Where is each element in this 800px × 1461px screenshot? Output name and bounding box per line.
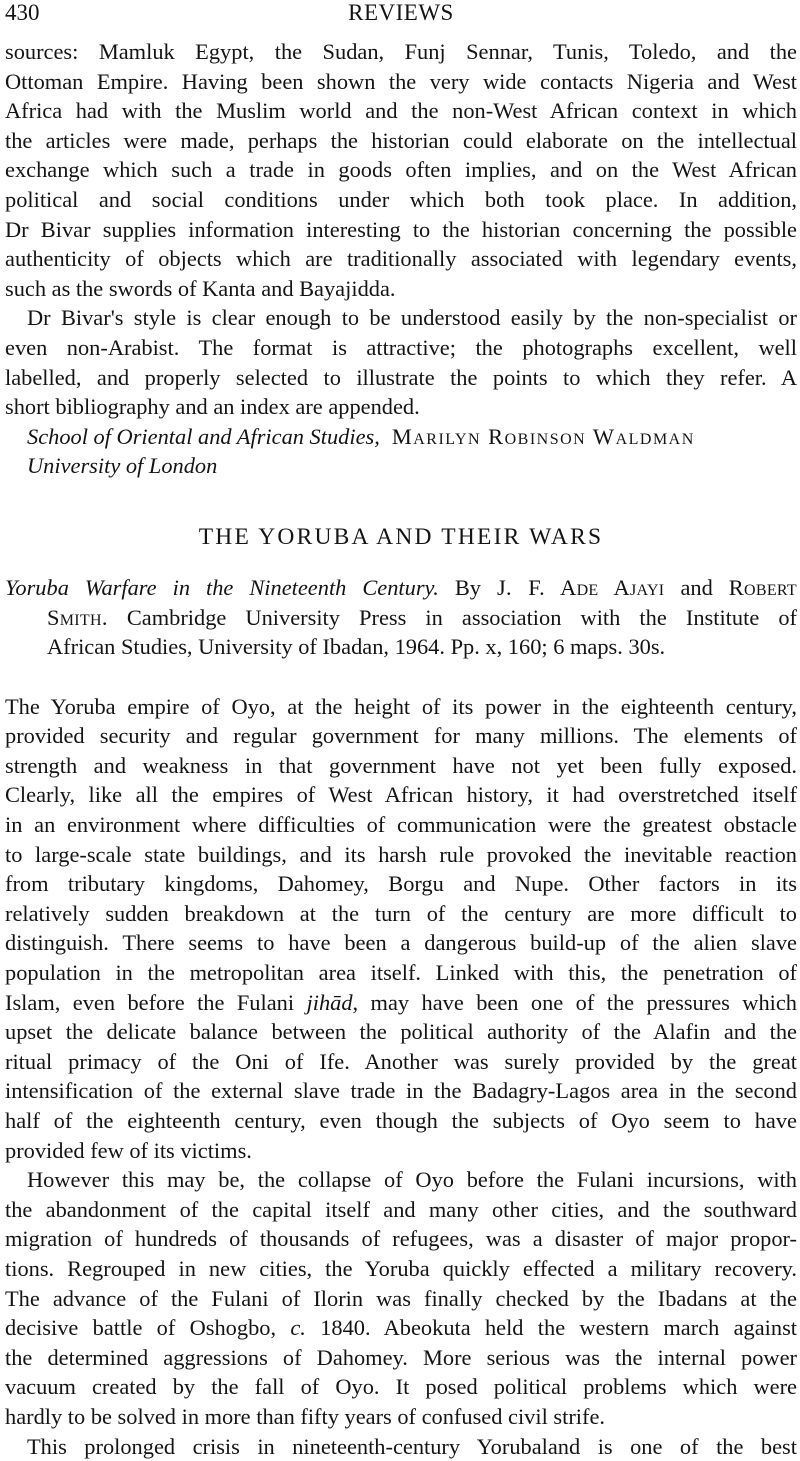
text-line: in an environment where difficulties of communication were the greatest obstacle <box>5 812 797 838</box>
previous-review-paragraph-2 <box>5 303 797 421</box>
author-1: J. F. Ade Ajayi <box>497 574 665 600</box>
text-segment: 1840. Abeokuta held the western march against <box>305 1315 798 1341</box>
text-line: short bibliography and an index are appended. <box>5 394 420 420</box>
and-label: and <box>680 574 713 600</box>
text-line: exchange which such a trade in goods often implies, and on the West African <box>5 157 797 183</box>
text-line: population in the metropolitan area itself. Linked with this, the penetration of <box>5 960 797 986</box>
publisher-info: Cambridge University Press in association with the Institute of <box>126 604 798 630</box>
text-line: Dr Bivar supplies information interesting to the historian concerning the possible <box>5 216 797 242</box>
reviewer-signoff <box>5 422 797 481</box>
text-line: Africa had with the Muslim world and the non-West African context in which <box>5 98 797 124</box>
reviewer-institution: School of Oriental and African Studies, <box>27 423 380 449</box>
by-label: By <box>454 574 481 600</box>
review-paragraph-3 <box>5 1432 797 1461</box>
text-line-with-italic <box>5 988 797 1018</box>
text-line: ritual primacy of the Oni of Ife. Another was surely provided by the great <box>5 1048 797 1074</box>
author-2-cont: Smith. <box>47 604 108 630</box>
section-heading: REVIEWS <box>348 0 454 25</box>
text-line: migration of hundreds of thousands of refugees, was a disaster of major propor- <box>5 1226 797 1252</box>
page-number: 430 <box>5 0 40 25</box>
text-line: the determined aggressions of Dahomey. More serious was the internal power <box>5 1344 797 1370</box>
text-line: political and social conditions under which both took place. In addition, <box>5 186 797 212</box>
text-line: sources: Mamluk Egypt, the Sudan, Funj Sennar, Tunis, Toledo, and the <box>5 39 797 64</box>
text-line: from tributary kingdoms, Dahomey, Borgu and Nupe. Other factors in its <box>5 871 797 897</box>
text-line: intensification of the external slave trade in the Badagry-Lagos area in the second <box>5 1078 797 1104</box>
text-segment: Islam, even before the Fulani <box>5 989 307 1015</box>
text-line: hardly to be solved in more than fifty years of confused civil strife. <box>5 1403 606 1429</box>
review-paragraph-2 <box>5 1165 797 1431</box>
text-line: such as the swords of Kanta and Bayajidda. <box>5 275 396 301</box>
text-line: Clearly, like all the empires of West African history, it had overstretched itself <box>5 782 797 808</box>
text-line: half of the eighteenth century, even though the subjects of Oyo seem to have <box>5 1108 797 1133</box>
text-segment: , may have been one of the pressures which <box>352 989 797 1015</box>
text-line-with-italic <box>5 1313 797 1343</box>
text-line: to large-scale state buildings, and its harsh rule provoked the inevitable reaction <box>5 841 797 867</box>
text-line: However this may be, the collapse of Oyo before the Fulani incursions, with <box>27 1167 797 1193</box>
text-line: upset the delicate balance between the political authority of the Alafin and the <box>5 1019 797 1045</box>
text-line: This prolonged crisis in nineteenth-century Yorubaland is one of the best <box>27 1433 797 1459</box>
text-segment: decisive battle of Oshogbo, <box>5 1315 291 1341</box>
text-line: vacuum created by the fall of Oyo. It posed political problems which were <box>5 1374 797 1400</box>
text-line: The Yoruba empire of Oyo, at the height of its power in the eighteenth century, <box>5 693 797 719</box>
review-title: THE YORUBA AND THEIR WARS <box>198 523 604 550</box>
text-line: tions. Regrouped in new cities, the Yoruba quickly effected a military recovery. <box>5 1255 797 1281</box>
reviewer-name: Marilyn Robinson Waldman <box>391 423 695 449</box>
text-line: provided few of its victims. <box>5 1137 252 1163</box>
running-head <box>5 0 797 28</box>
text-line: Dr Bivar's style is clear enough to be understood easily by the non-specialist or <box>27 305 797 331</box>
text-line: strength and weakness in that government have not yet been fully exposed. <box>5 752 797 778</box>
signoff-line <box>5 422 797 452</box>
author-2: Robert <box>728 574 797 600</box>
text-line: the articles were made, perhaps the historian could elaborate on the intellectual <box>5 127 797 153</box>
reviewer-institution-line-2: University of London <box>27 453 218 479</box>
journal-page <box>5 0 797 1461</box>
text-line: provided security and regular government for many millions. The elements of <box>5 723 797 749</box>
text-line: distinguish. There seems to have been a dangerous build-up of the alien slave <box>5 930 797 956</box>
text-line: even non-Arabist. The format is attractive; the photographs excellent, well <box>5 334 797 360</box>
text-line: Ottoman Empire. Having been shown the very wide contacts Nigeria and West <box>5 68 797 94</box>
citation-line-2 <box>5 603 797 633</box>
italic-term: c. <box>290 1315 306 1341</box>
citation-line-3: African Studies, University of Ibadan, 1964. Pp. x, 160; 6 maps. 30s. <box>47 634 666 660</box>
text-line: labelled, and properly selected to illustrate the points to which they refer. A <box>5 364 797 390</box>
review-paragraph-1 <box>5 692 797 1166</box>
text-line: The advance of the Fulani of Ilorin was finally checked by the Ibadans at the <box>5 1285 797 1311</box>
italic-term: jihād <box>306 989 353 1015</box>
text-line: the abandonment of the capital itself and many other cities, and the southward <box>5 1196 797 1222</box>
book-title: Yoruba Warfare in the Nineteenth Century. <box>5 574 439 600</box>
text-line: relatively sudden breakdown at the turn of the century are more difficult to <box>5 900 797 926</box>
text-line: authenticity of objects which are traditionally associated with legendary events, <box>5 246 797 272</box>
previous-review-paragraph-1 <box>5 37 797 303</box>
book-citation <box>5 573 797 662</box>
citation-line-1 <box>5 573 797 603</box>
